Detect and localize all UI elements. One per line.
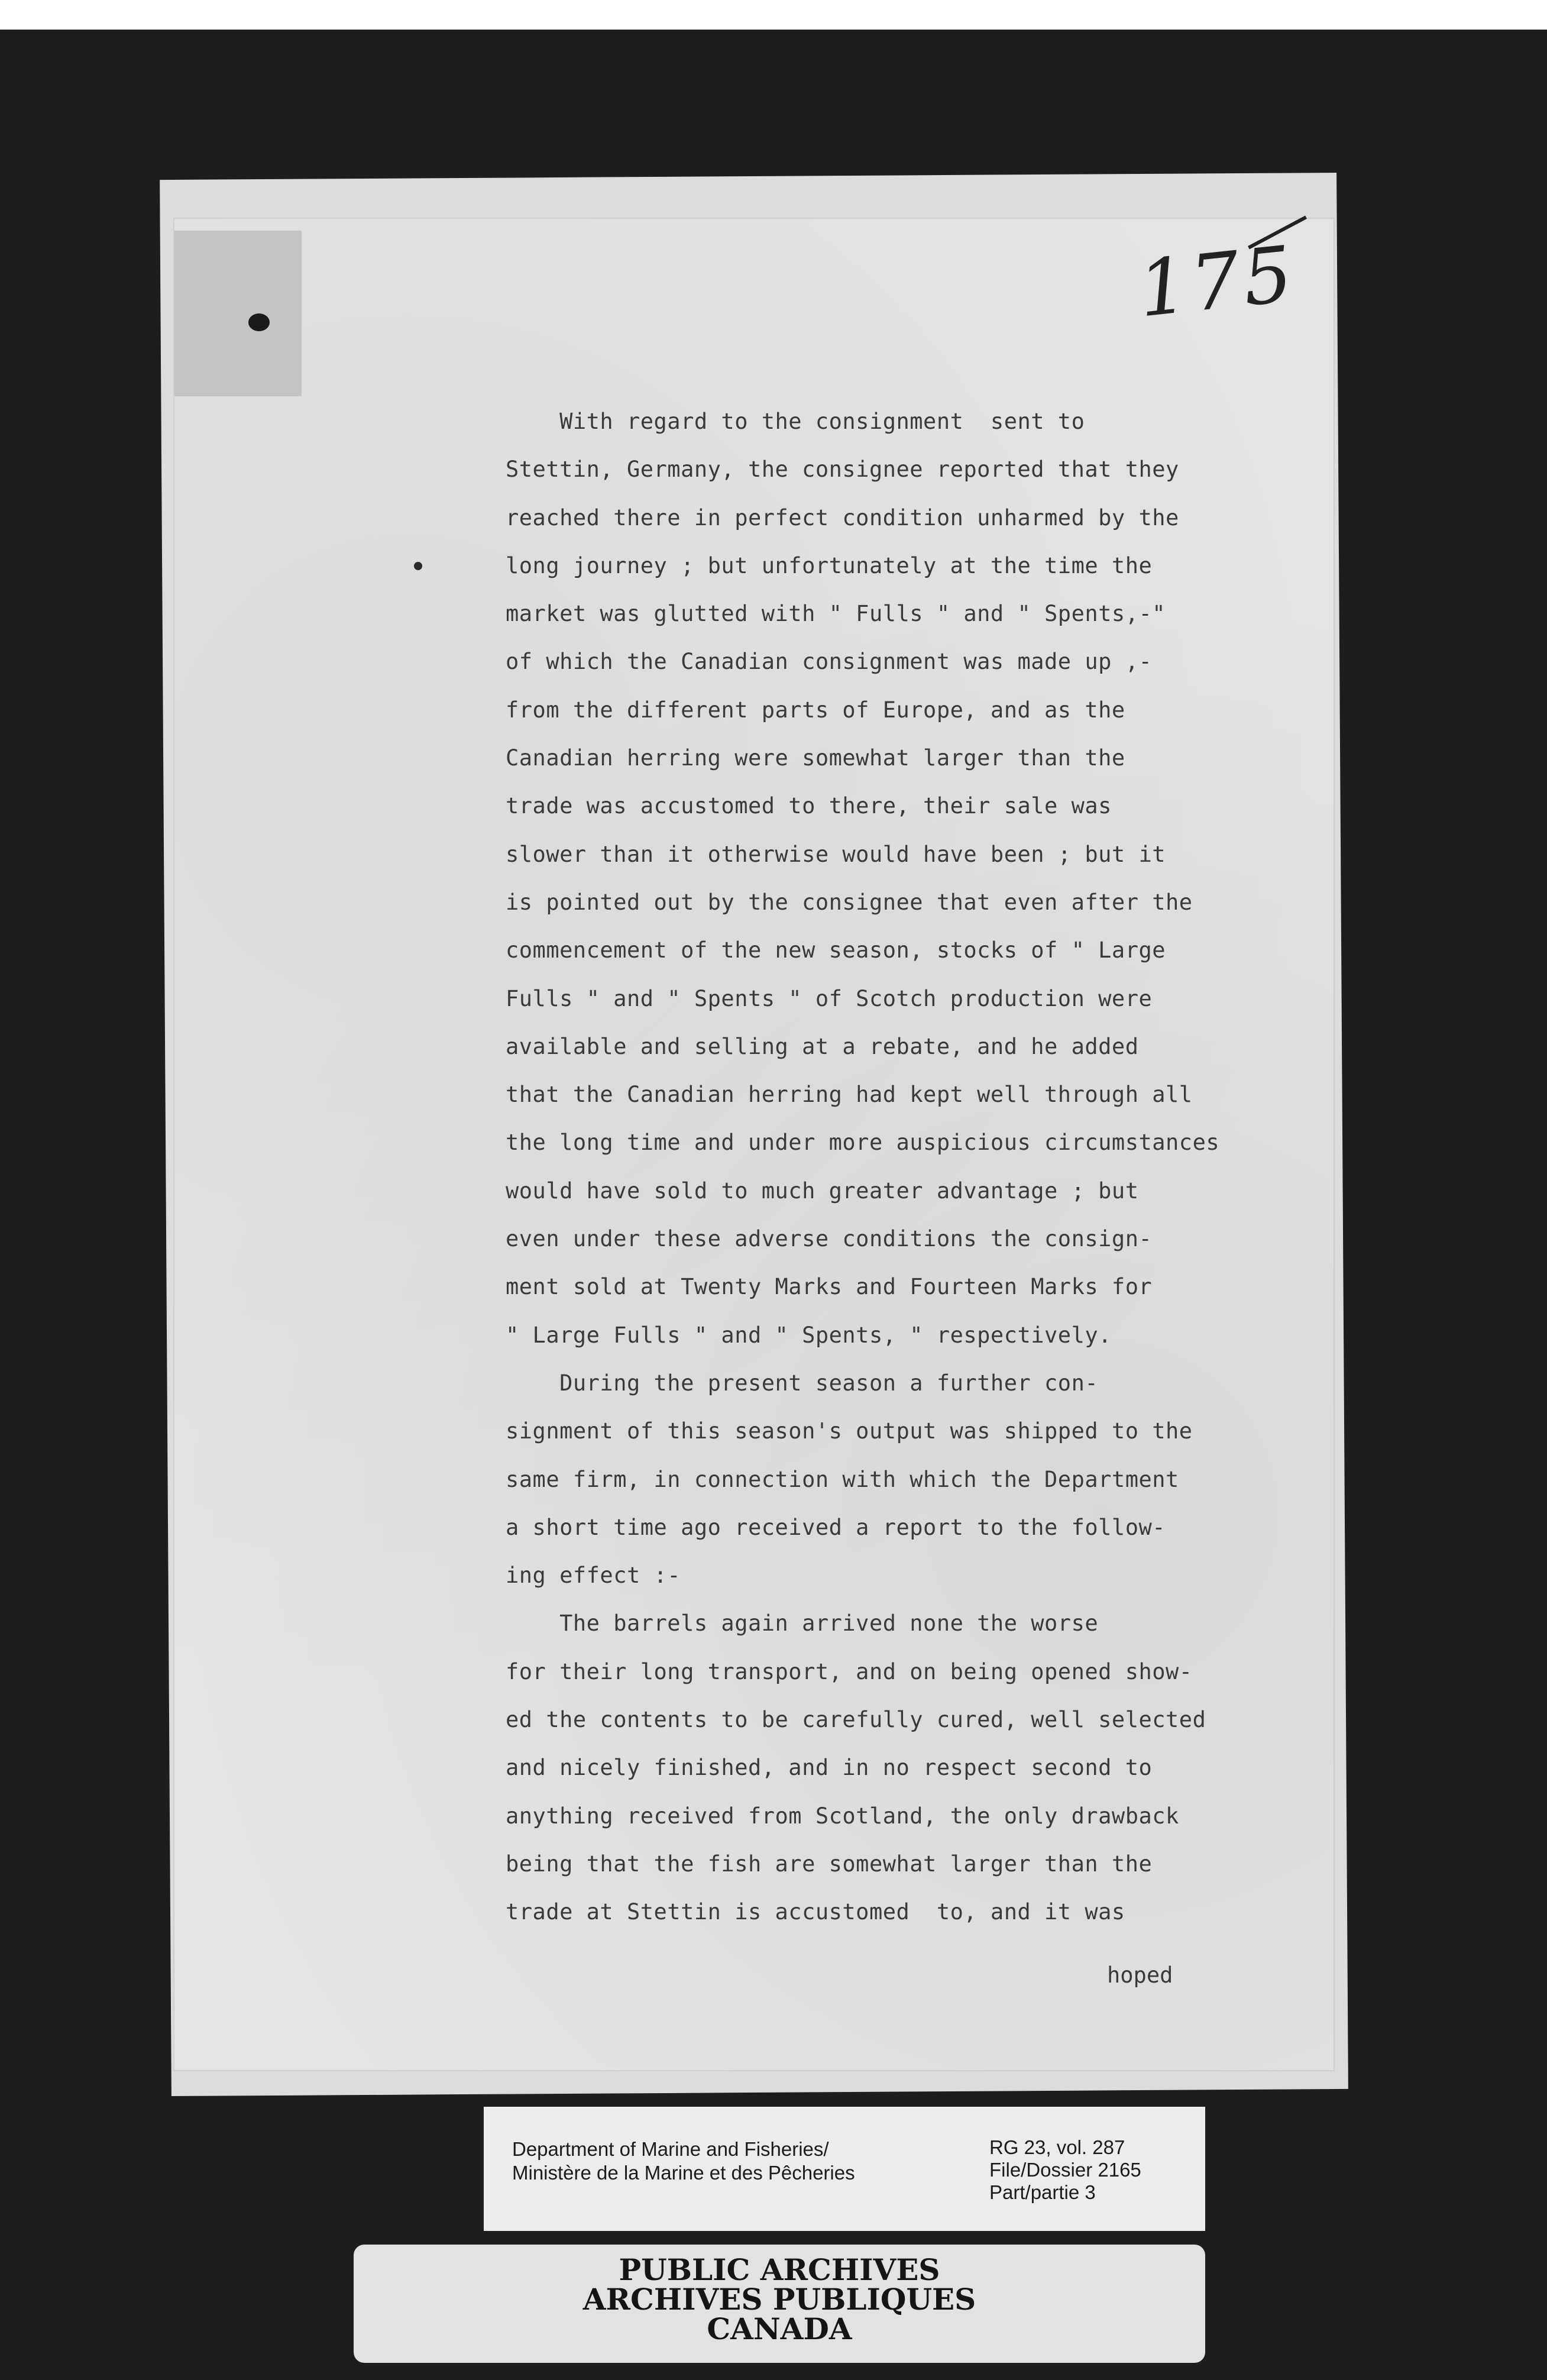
archive-reference-label: [484, 2107, 1205, 2231]
department-block: [512, 2138, 855, 2185]
body-line: Canadian herring were somewhat larger than the: [506, 745, 1125, 771]
stamp-line-3: CANADA: [707, 2311, 852, 2346]
body-line: ed the contents to be carefully cured, well selected: [506, 1707, 1206, 1733]
corner-patch: [174, 231, 302, 396]
ink-spot-icon: [414, 562, 422, 570]
body-line: the long time and under more auspicious circumstances: [506, 1130, 1220, 1156]
body-line: available and selling at a rebate, and he added: [506, 1033, 1139, 1059]
body-line: trade was accustomed to there, their sale was: [506, 793, 1112, 819]
body-line: Fulls " and " Spents " of Scotch production were: [506, 985, 1153, 1011]
body-line: for their long transport, and on being opened show-: [506, 1658, 1193, 1684]
reference-block: [989, 2136, 1141, 2204]
body-line: even under these adverse conditions the consign-: [506, 1226, 1153, 1252]
body-line: that the Canadian herring had kept well through all: [506, 1082, 1193, 1108]
body-line: During the present season a further con-: [506, 1370, 1099, 1396]
body-line: With regard to the consignment sent to: [506, 409, 1085, 434]
body-line: signment of this season's output was shipped to the: [506, 1418, 1193, 1444]
punch-hole-icon: [248, 313, 270, 331]
body-line: Stettin, Germany, the consignee reported that they: [506, 457, 1179, 483]
body-line: is pointed out by the consignee that even after the: [506, 889, 1193, 915]
department-fr: Ministère de la Marine et des Pêcheries: [512, 2162, 855, 2184]
body-line: long journey ; but unfortunately at the time the: [506, 552, 1153, 578]
body-line: a short time ago received a report to the follow-: [506, 1514, 1166, 1540]
body-line: ing effect :-: [506, 1563, 681, 1589]
department-en: Department of Marine and Fisheries/: [512, 2138, 829, 2160]
body-line: commencement of the new season, stocks of " Large: [506, 937, 1166, 963]
archive-stamp: [354, 2245, 1205, 2363]
body-line: from the different parts of Europe, and as the: [506, 697, 1125, 723]
body-line: reached there in perfect condition unharmed by the: [506, 505, 1179, 531]
body-line: same firm, in connection with which the Department: [506, 1466, 1179, 1492]
folio-number: 175: [1134, 228, 1300, 335]
body-line: of which the Canadian consignment was made up ,-: [506, 649, 1153, 675]
part-number: Part/partie 3: [989, 2181, 1096, 2203]
stamp-line-2: ARCHIVES PUBLIQUES: [582, 2282, 976, 2317]
catchword: hoped: [1107, 1962, 1173, 1988]
stamp-line-1: PUBLIC ARCHIVES: [619, 2252, 940, 2287]
body-line: would have sold to much greater advantage ; but: [506, 1178, 1139, 1204]
body-line: trade at Stettin is accustomed to, and it was: [506, 1899, 1125, 1925]
body-line: ment sold at Twenty Marks and Fourteen Marks for: [506, 1274, 1153, 1300]
file-number: File/Dossier 2165: [989, 2159, 1141, 2181]
body-line: " Large Fulls " and " Spents, " respectively.: [506, 1322, 1112, 1348]
body-line: market was glutted with " Fulls " and " Spents,-": [506, 601, 1166, 627]
body-line: and nicely finished, and in no respect second to: [506, 1755, 1153, 1781]
body-line: The barrels again arrived none the worse: [506, 1611, 1099, 1637]
body-line: anything received from Scotland, the only drawback: [506, 1803, 1179, 1829]
body-line: being that the fish are somewhat larger than the: [506, 1851, 1153, 1877]
typed-body: [506, 397, 1292, 1936]
body-line: slower than it otherwise would have been ; but it: [506, 841, 1166, 867]
record-group: RG 23, vol. 287: [989, 2136, 1125, 2158]
